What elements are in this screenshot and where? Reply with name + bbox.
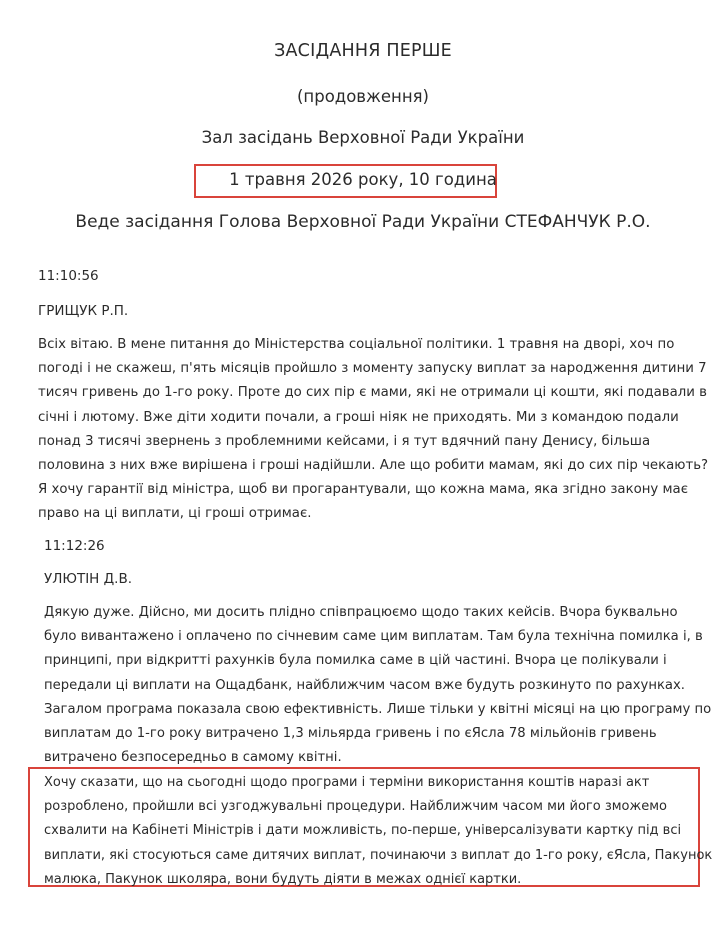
speech-line: виплати, які стосуються саме дитячих виплат, починаючи з виплат до 1-го року, єЯсла, Пакунок	[44, 847, 713, 863]
speech-line: Я хочу гарантії від міністра, щоб ви прогарантували, що кожна мама, яка згідно закону має	[38, 482, 689, 498]
highlighted-paragraph	[44, 771, 712, 892]
speech-line: понад 3 тисячі звернень з проблемними кейсами, і я тут вдячний пану Денису, більша	[38, 433, 651, 449]
timestamp: 11:10:56	[38, 268, 99, 284]
speech-line: виплатам до 1-го року витрачено 1,3 мільярда гривень і по єЯсла 78 мільйонів гривень	[44, 726, 657, 742]
speech-line: малюка, Пакунок школяра, вони будуть діяти в межах однієї картки.	[44, 871, 522, 887]
timestamp: 11:12:26	[44, 538, 105, 554]
speech-line: тисяч гривень до 1-го року. Проте до сих пір є мами, які не отримали ці кошти, які подавали в	[38, 385, 707, 401]
speech-line: Загалом програма показала свою ефективність. Лише тільки у квітні місяці на цю програму по	[44, 701, 712, 717]
speech-line: принципі, при відкритті рахунків була помилка саме в цій частині. Вчора це полікували і	[44, 653, 667, 669]
speech-line: витрачено безпосередньо в самому квітні.	[44, 750, 342, 766]
speech-line: передали ці виплати на Ощадбанк, найближчим часом вже будуть розкинуто по рахунках.	[44, 677, 685, 693]
session-title: ЗАСІДАННЯ ПЕРШЕ	[274, 41, 452, 61]
speech-line: було вивантажено і оплачено по січневим саме цим виплатам. Там була технічна помилка і, в	[44, 629, 703, 645]
session-place: Зал засідань Верховної Ради України	[201, 128, 525, 147]
speech-line: січні і лютому. Вже діти ходити почали, а гроші ніяк не приходять. Ми з командою подали	[38, 409, 679, 425]
speech-line: Всіх вітаю. В мене питання до Міністерства соціальної політики. 1 травня на дворі, хоч по	[38, 337, 675, 352]
speaker-name: УЛЮТІН Д.В.	[44, 571, 133, 587]
session-subtitle: (продовження)	[297, 87, 429, 106]
speech-line: схвалити на Кабінеті Міністрів і дати можливість, по-перше, універсалізувати картку під всі	[44, 823, 682, 839]
speech-line: Хочу сказати, що на сьогодні щодо програми і терміни використання коштів наразі акт	[44, 775, 650, 790]
speech-line: розроблено, пройшли всі узгоджувальні процедури. Найближчим часом ми його зможемо	[44, 799, 667, 815]
speech-line: погоді і не скажеш, п'ять місяців пройшло з моменту запуску виплат за народження дитини 7	[38, 361, 707, 377]
speech-paragraph	[38, 333, 708, 527]
session-chair: Веде засідання Голова Верховної Ради України СТЕФАНЧУК Р.О.	[75, 212, 651, 232]
speech-line: Дякую дуже. Дійсно, ми досить плідно співпрацюємо щодо таких кейсів. Вчора буквально	[44, 605, 678, 620]
speech-paragraph	[44, 601, 711, 770]
speech-line: половина з них вже вирішена і гроші надійшли. Але що робити мамам, які до сих пір чекають?	[38, 458, 709, 474]
speech-line: право на ці виплати, ці гроші отримає.	[38, 506, 312, 522]
speaker-name: ГРИЩУК Р.П.	[38, 303, 129, 319]
session-date: 1 травня 2026 року, 10 година	[229, 170, 497, 189]
